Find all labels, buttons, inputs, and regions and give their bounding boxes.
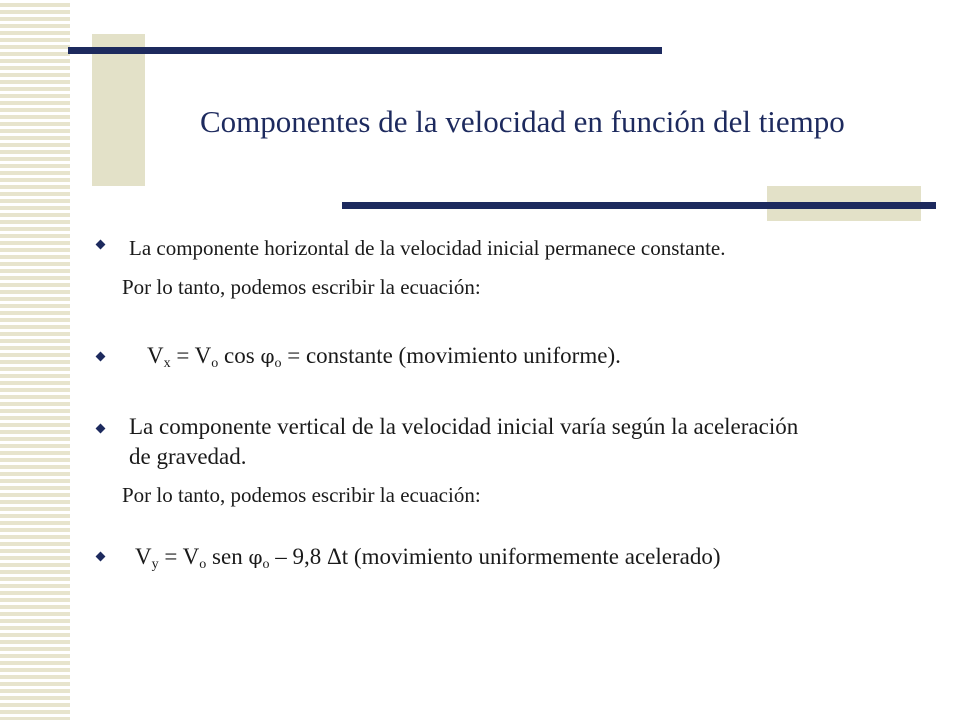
decor-bar-right [342, 202, 936, 209]
eq2-sub-y: y [151, 557, 159, 572]
eq1-sub-x: x [163, 356, 171, 371]
eq2-phi-sub: o [262, 557, 270, 572]
bullet-text-vertical-2: de gravedad. [129, 444, 247, 469]
equation-vy [135, 544, 721, 570]
eq2-rest: 9,8 Δt (movimiento uniformemente acelerado) [292, 544, 721, 569]
eq1-v: V [147, 343, 164, 368]
bullet-diamond-icon [96, 552, 106, 562]
decor-block-top [92, 34, 145, 186]
decor-bar-top [68, 47, 662, 54]
slide-title: Componentes de la velocidad en función del tiempo [200, 104, 845, 139]
equation-vx [147, 343, 621, 369]
bullet-text-vertical-1: La componente vertical de la velocidad inicial varía según la aceleración [129, 414, 799, 439]
continuation-text-1: Por lo tanto, podemos escribir la ecuación: [122, 275, 481, 299]
continuation-text-2: Por lo tanto, podemos escribir la ecuación: [122, 483, 481, 507]
eq1-rest: = constante (movimiento uniforme). [281, 343, 621, 368]
eq1-equals: = V [170, 343, 212, 368]
eq1-sub-o: o [211, 356, 219, 371]
bullet-diamond-icon [96, 424, 106, 434]
eq2-sub-o: o [199, 557, 207, 572]
eq2-sen: sen [206, 544, 249, 569]
left-stripe-decoration [0, 0, 70, 720]
eq1-cos: cos [218, 343, 261, 368]
bullet-text-horizontal: La componente horizontal de la velocidad inicial permanece constante. [129, 236, 726, 260]
eq2-minus: – [269, 544, 293, 569]
phi-symbol: φ [248, 545, 263, 569]
eq1-phi-sub: o [274, 356, 282, 371]
bullet-diamond-icon [96, 352, 106, 362]
eq2-equals: = V [158, 544, 200, 569]
phi-symbol: φ [260, 344, 275, 368]
bullet-diamond-icon [96, 240, 106, 250]
eq2-v: V [135, 544, 152, 569]
